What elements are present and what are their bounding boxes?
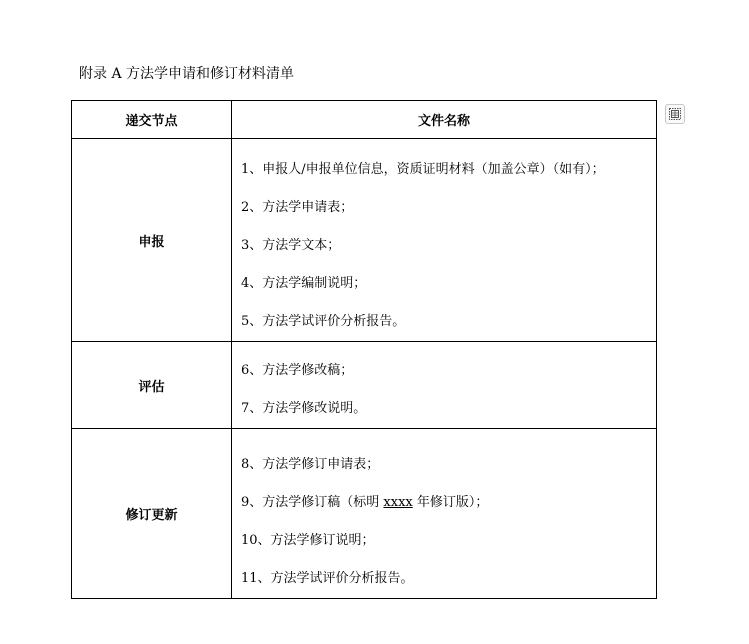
- list-item: 10、方法学修订说明；: [241, 533, 375, 548]
- underlined-placeholder-year: xxxx: [383, 495, 413, 510]
- table-select-icon-glyph: [668, 107, 682, 121]
- docs-cell-evaluate: [232, 342, 657, 429]
- header-document-name: 文件名称: [232, 101, 657, 139]
- docs-cell-apply: [232, 139, 657, 342]
- list-item: 6、方法学修改稿；: [241, 363, 354, 378]
- document-list: [232, 429, 656, 598]
- list-item: 2、方法学申请表；: [241, 200, 354, 215]
- header-submission-node: 递交节点: [72, 101, 232, 139]
- list-item: 7、方法学修改说明。: [241, 401, 367, 416]
- docs-cell-revise-update: [232, 429, 657, 599]
- list-item: 1、申报人/申报单位信息，资质证明材料（加盖公章）（如有）；: [241, 162, 605, 177]
- list-item: 11、方法学试评价分析报告。: [241, 571, 414, 586]
- document-title: 附录 A 方法学申请和修订材料清单: [79, 66, 295, 82]
- materials-table: [71, 100, 657, 599]
- list-item: 8、方法学修订申请表；: [241, 457, 380, 472]
- table-header-row: [72, 101, 657, 139]
- list-item: 4、方法学编制说明；: [241, 276, 367, 291]
- document-list: [232, 342, 656, 428]
- item-text-before: 9、方法学修订稿（标明: [241, 495, 384, 510]
- list-item-with-underline: [241, 484, 656, 522]
- list-item: 5、方法学试评价分析报告。: [241, 314, 406, 329]
- table-select-icon[interactable]: [665, 104, 685, 124]
- item-text-after: 年修订版）；: [412, 495, 489, 510]
- document-list: [232, 139, 656, 341]
- node-cell-revise-update: 修订更新: [72, 429, 232, 599]
- table-row: [72, 139, 657, 342]
- node-cell-evaluate: 评估: [72, 342, 232, 429]
- table-row: [72, 429, 657, 599]
- table-row: [72, 342, 657, 429]
- node-cell-apply: 申报: [72, 139, 232, 342]
- list-item: 3、方法学文本；: [241, 238, 341, 253]
